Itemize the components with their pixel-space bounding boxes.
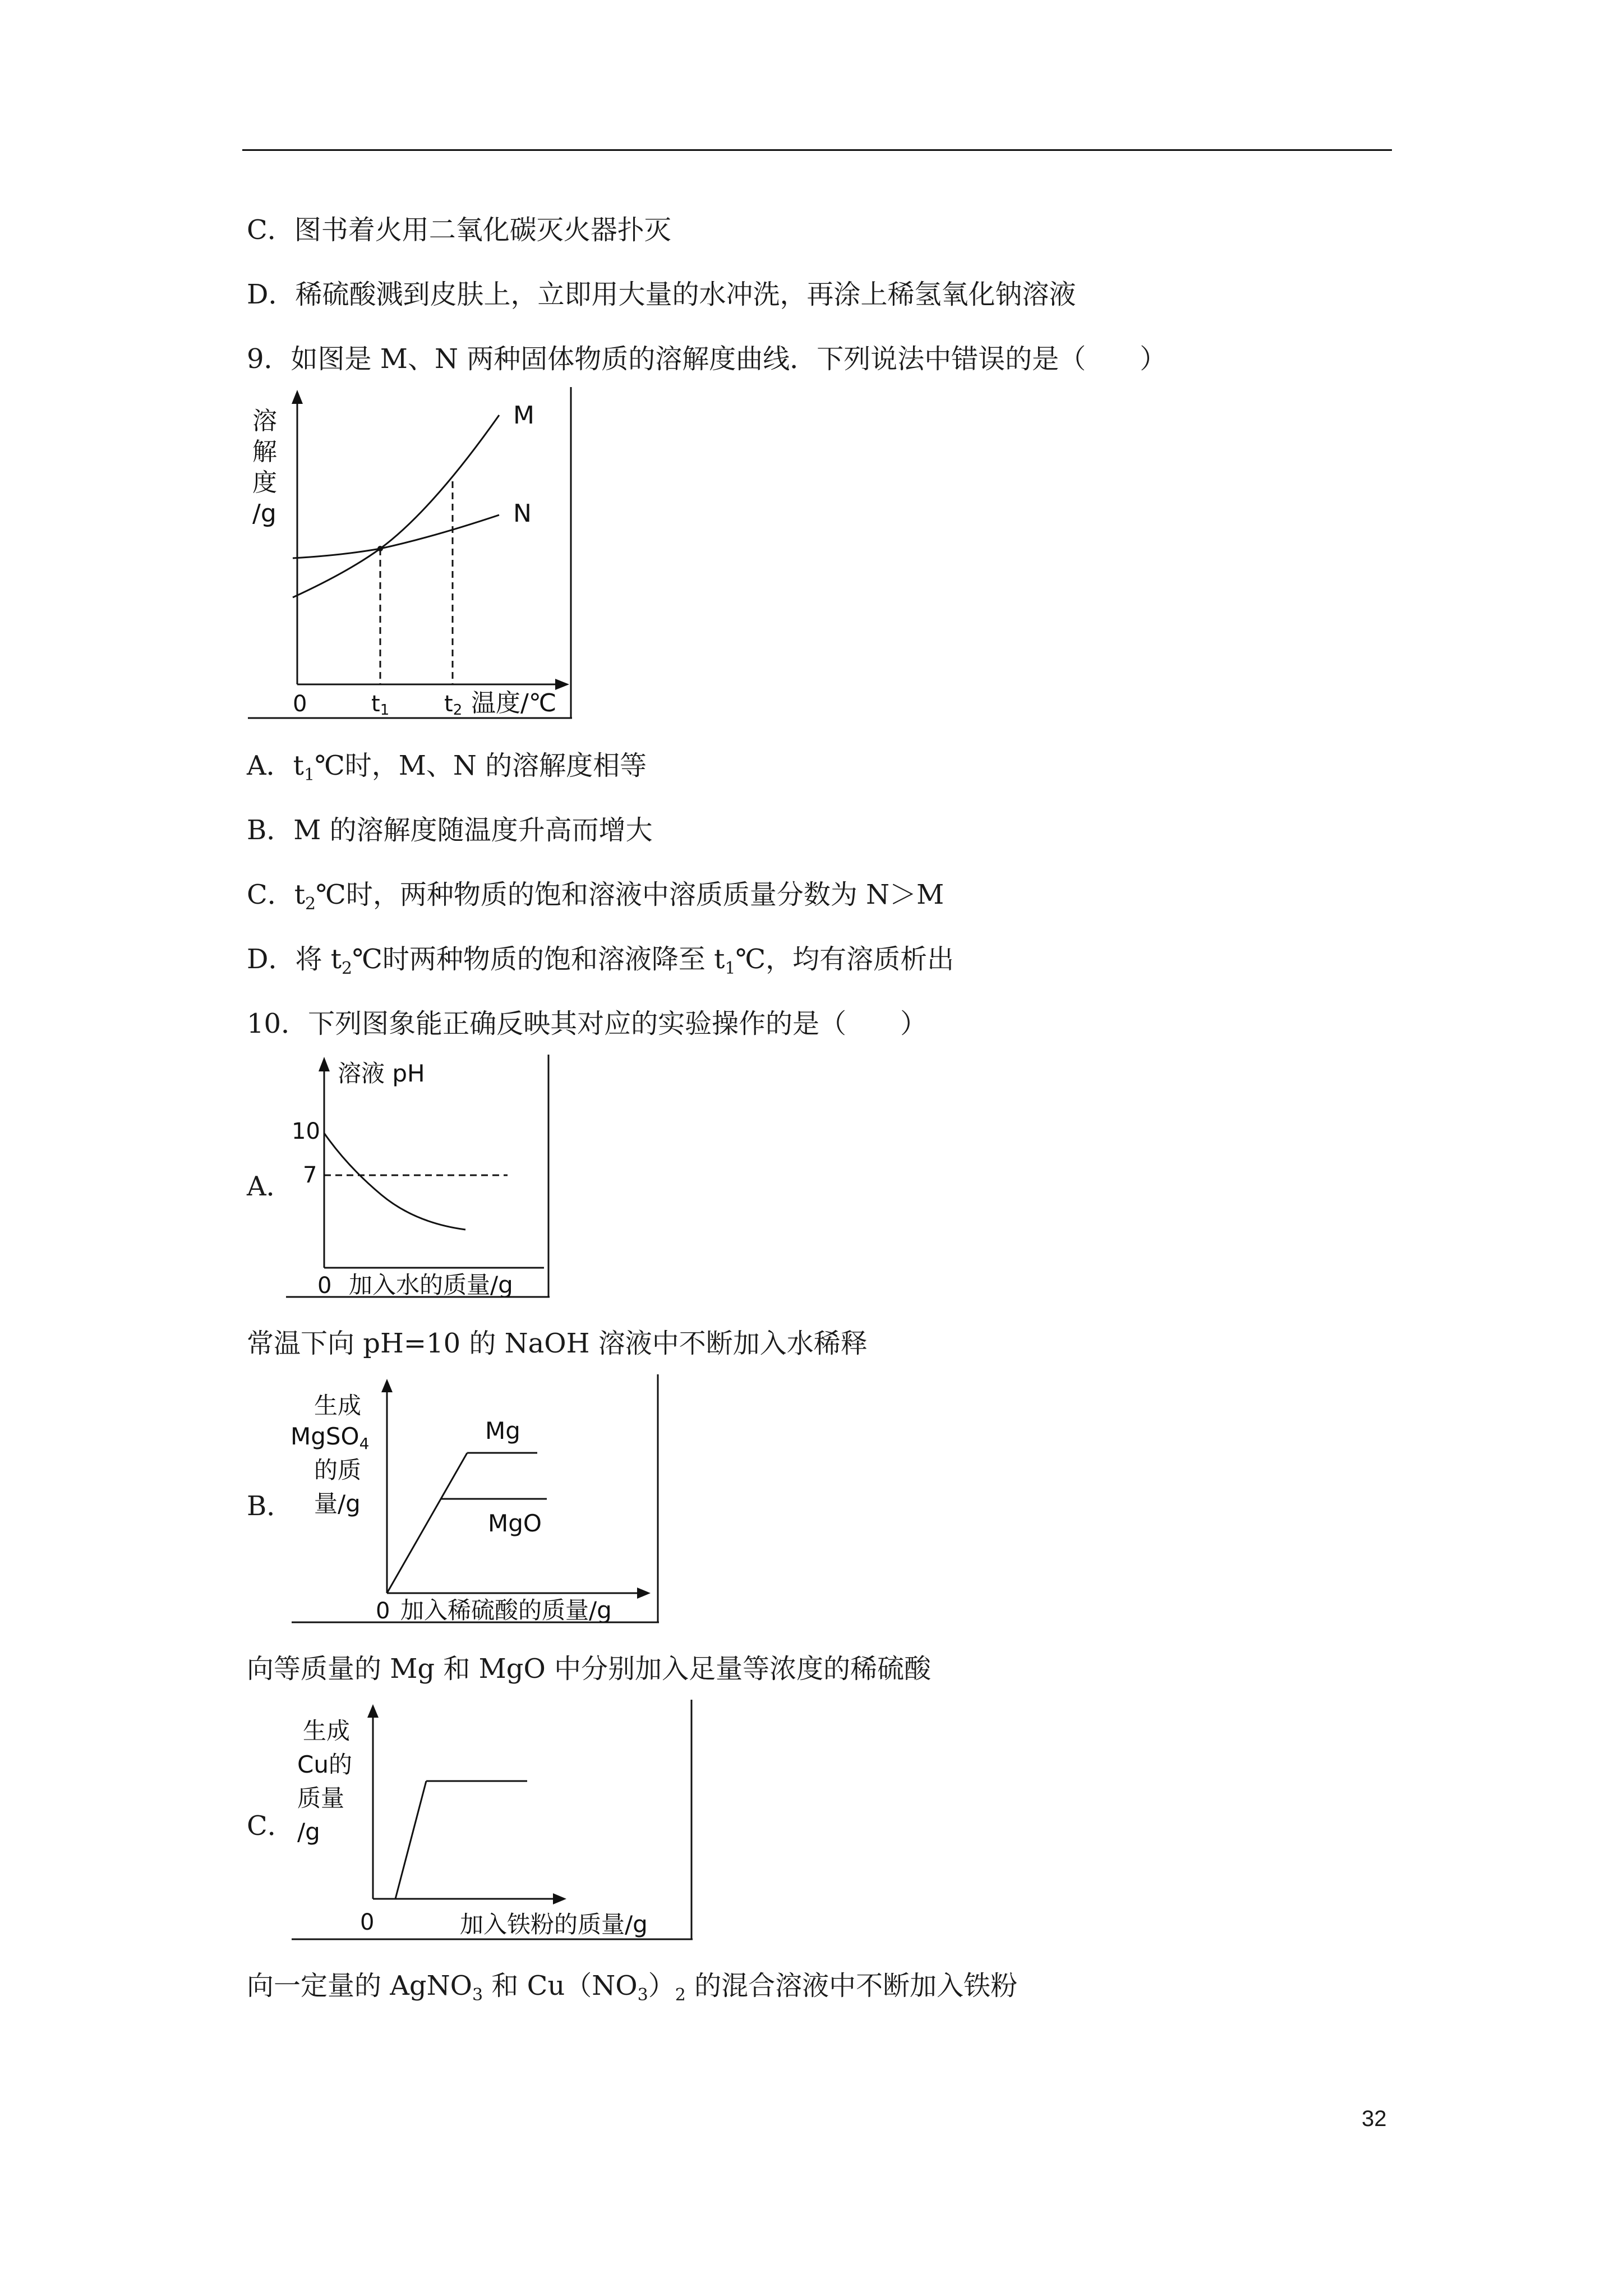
q8-option-c: C．图书着火用二氧化碳灭火器扑灭	[247, 214, 671, 246]
mg-rising-line	[387, 1453, 467, 1593]
ylabel-1: 生成	[303, 1717, 351, 1745]
q9-option-c: C．$t_2℃$时，两种物质的饱和溶液中溶质质量分数为 N＞M	[247, 879, 944, 914]
x-axis-arrow	[637, 1588, 651, 1599]
q10-a-chart	[286, 1055, 550, 1301]
q8-option-d: D．稀硫酸溅到皮肤上，立即用大量的水冲洗，再涂上稀氢氧化钠溶液	[247, 279, 1076, 310]
q10-b-chart	[286, 1374, 659, 1627]
ylabel-4: /g	[297, 1818, 320, 1846]
ylabel-3: 质量	[297, 1784, 345, 1812]
x-axis-label: 温度/℃	[471, 689, 557, 717]
page-number: 32	[1362, 2106, 1387, 2131]
ylabel-4: 量/g	[314, 1490, 361, 1517]
q10-c-chart	[286, 1700, 693, 1944]
q9-option-a: A．$t_1℃$时，M、N 的溶解度相等	[247, 750, 647, 785]
q10-a-caption: 常温下向 pH=10 的 NaOH 溶液中不断加入水稀释	[247, 1328, 868, 1359]
origin-label: 0	[293, 691, 307, 717]
origin-label: 0	[360, 1910, 375, 1935]
q9-stem: 9．如图是 M、N 两种固体物质的溶解度曲线．下列说法中错误的是（ ）	[247, 343, 1167, 375]
y-axis-arrow	[367, 1704, 379, 1718]
mgo-label: MgO	[488, 1510, 542, 1537]
q10-b-caption: 向等质量的 Mg 和 MgO 中分别加入足量等浓度的稀硫酸	[247, 1653, 932, 1685]
x-axis-label: 加入稀硫酸的质量/g	[400, 1596, 612, 1624]
cu-rising-line	[395, 1781, 426, 1899]
curve-m	[293, 415, 499, 597]
x-axis-arrow	[553, 1893, 566, 1904]
q10-c-label: C．	[247, 1810, 294, 1842]
q9-option-b: B．M 的溶解度随温度升高而增大	[247, 815, 653, 846]
t2-label: t2	[444, 691, 463, 719]
y-axis-arrow	[319, 1057, 330, 1071]
ylabel-2: 解	[252, 438, 277, 466]
x-axis-label: 加入水的质量/g	[349, 1271, 513, 1299]
curve-n-label: N	[513, 499, 532, 528]
origin-label: 0	[376, 1598, 390, 1624]
tick-10: 10	[292, 1119, 320, 1144]
origin-label: 0	[317, 1273, 332, 1299]
y-axis-arrow	[381, 1379, 393, 1392]
q10-c-caption: 向一定量的 AgNO$_3$ 和 $Cu(NO_3)_2$ 的混合溶液中不断加入铁粉	[247, 1970, 1018, 2005]
ylabel-1: 溶	[252, 407, 277, 435]
q9-solubility-chart	[247, 387, 572, 724]
q10-a-label: A．	[247, 1171, 293, 1202]
header-rule	[242, 149, 1392, 151]
ylabel-3: 度	[252, 468, 277, 497]
q9-option-d: D．将 $t_2℃$时两种物质的饱和溶液降至 $t_1℃$，均有溶质析出	[247, 944, 955, 978]
ylabel-2: MgSO4	[291, 1423, 370, 1453]
ylabel-4: /g	[252, 499, 276, 528]
ylabel-3: 的质	[314, 1456, 362, 1484]
ylabel-1: 生成	[314, 1392, 362, 1419]
x-axis-label: 加入铁粉的质量/g	[460, 1911, 648, 1938]
x-axis-arrow	[555, 679, 569, 690]
y-axis-label: 溶液 pH	[338, 1060, 425, 1087]
mg-label: Mg	[485, 1417, 520, 1444]
q10-b-label: B．	[247, 1490, 294, 1522]
t1-label: t1	[371, 691, 390, 719]
curve-m-label: M	[513, 401, 534, 430]
tick-7: 7	[303, 1162, 317, 1188]
y-axis-arrow	[292, 390, 303, 404]
ylabel-2: Cu的	[297, 1751, 352, 1778]
ph-curve	[324, 1133, 465, 1230]
q10-stem: 10．下列图象能正确反映其对应的实验操作的是（ ）	[247, 1008, 928, 1039]
